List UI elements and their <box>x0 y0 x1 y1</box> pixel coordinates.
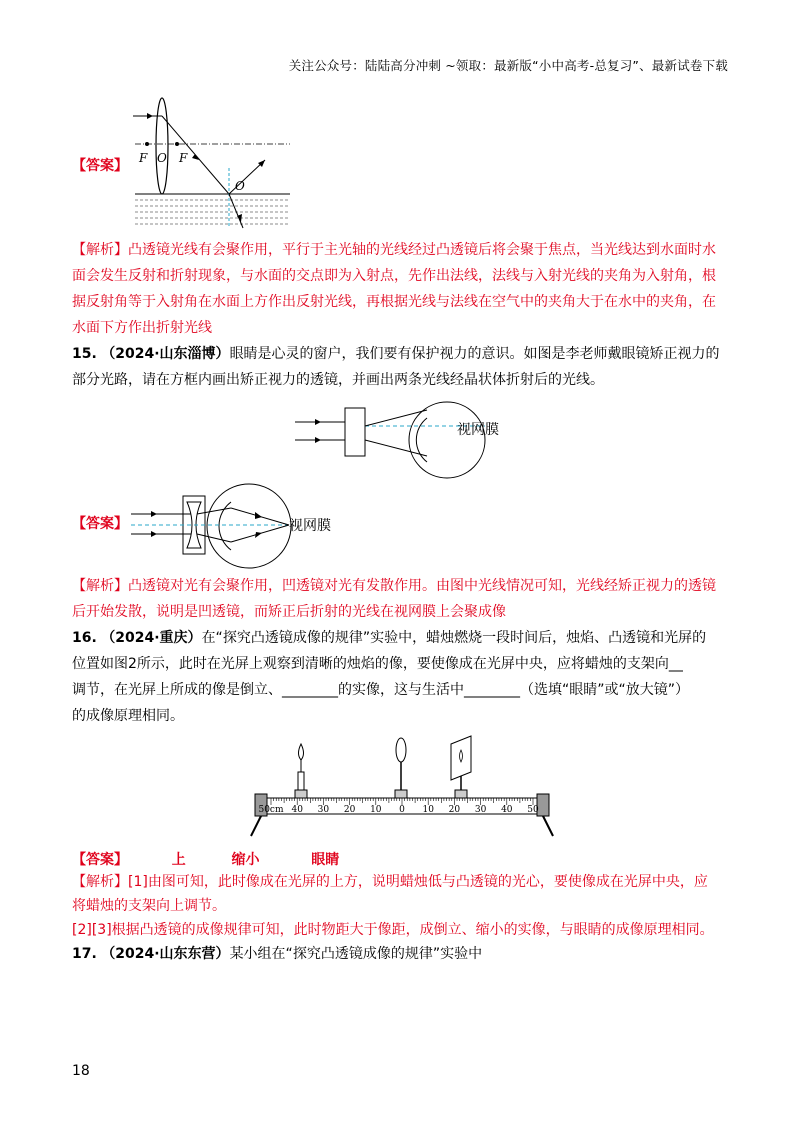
q14-analysis-line: 水面下方作出折射光线 <box>72 320 212 336</box>
ruler-tick-label: 0 <box>399 805 405 815</box>
q14-answer-label: 【答案】 <box>72 158 128 174</box>
ruler-tick-label: 20 <box>448 805 461 815</box>
q16-number: 16. <box>72 630 97 646</box>
ruler-tick-label: 10 <box>422 805 434 815</box>
q16-stem-line-3: 调节，在光屏上所成的像是倒立、________的实像，这与生活中________（选填“眼睛”或“放大镜”） <box>72 682 690 698</box>
q15-analysis-line: 后开始发散，说明是凹透镜，而矫正后折射的光线在视网膜上会聚成像 <box>72 604 506 620</box>
q17-number: 17. <box>72 946 97 962</box>
ruler-tick-label: 10 <box>370 805 382 815</box>
q17-stem-line <box>72 944 732 964</box>
q15-answer-label: 【答案】 <box>72 516 128 532</box>
ruler-tick-label: 50 <box>527 805 539 815</box>
q16-answer-1: 上 <box>171 852 186 868</box>
ruler-tick-label: 40 <box>501 805 513 815</box>
focal-point-label-right: F <box>179 151 188 165</box>
q15-stem-line-1 <box>72 344 732 364</box>
q15-question-diagram <box>285 400 525 490</box>
page-number: 18 <box>72 1063 90 1079</box>
q16-analysis-line: 将蜡烛的支架向上调节。 <box>72 898 226 914</box>
q14-answer-diagram <box>125 92 295 232</box>
q15-retina-label: 视网膜 <box>457 422 499 438</box>
q15-source: （2024·山东淄博） <box>101 346 230 362</box>
q14-analysis-line: 【解析】凸透镜光线有会聚作用，平行于主光轴的光线经过凸透镜后将会聚于焦点，当光线达到水面时水 <box>72 242 716 258</box>
q16-answer-label: 【答案】 <box>72 852 128 868</box>
q16-answer-row <box>72 850 732 870</box>
q16-optical-bench-diagram <box>245 732 565 837</box>
q14-analysis-line: 面会发生反射和折射现象，与水面的交点即为入射点，先作出法线，法线与入射光线的夹角为入射角，根 <box>72 268 716 284</box>
q16-answer-3: 眼睛 <box>311 852 340 868</box>
incidence-point-label: O <box>235 179 245 193</box>
ruler-tick-label: 30 <box>474 805 487 815</box>
focal-point-label-left: F <box>139 151 148 165</box>
q16-source: （2024·重庆） <box>101 630 202 646</box>
optical-center-label: O <box>157 151 167 165</box>
q16-analysis-line: [2][3]根据凸透镜的成像规律可知，此时物距大于像距，成倒立、缩小的实像，与眼睛的成像原理相同。 <box>72 922 714 938</box>
q14-analysis-line: 据反射角等于入射角在水面上方作出反射光线，再根据光线与法线在空气中的夹角大于在水中的夹角，在 <box>72 294 716 310</box>
q15-number: 15. <box>72 346 97 362</box>
ruler-tick-label: 50cm <box>258 805 284 815</box>
ruler-tick-label: 40 <box>291 805 303 815</box>
q17-stem-text: 某小组在“探究凸透镜成像的规律”实验中 <box>229 946 483 962</box>
q15-stem-text: 眼睛是心灵的窗户，我们要有保护视力的意识。如图是李老师戴眼镜矫正视力的 <box>229 346 720 362</box>
ruler-tick-label: 20 <box>343 805 356 815</box>
page-header: 关注公众号：陆陆高分冲刺 ~领取：最新版“小中高考-总复习”、最新试卷下载 <box>288 58 728 73</box>
ruler-tick-label: 30 <box>317 805 330 815</box>
q16-stem-line-4: 的成像原理相同。 <box>72 708 184 724</box>
q16-stem-line-2: 位置如图2所示，此时在光屏上观察到清晰的烛焰的像，要使像成在光屏中央，应将蜡烛的支架向__ <box>72 656 683 672</box>
q15-stem-line-2: 部分光路，请在方框内画出矫正视力的透镜，并画出两条光线经晶状体折射后的光线。 <box>72 372 604 388</box>
q15-answer-retina-label: 视网膜 <box>289 518 331 534</box>
q17-source: （2024·山东东营） <box>101 946 230 962</box>
q16-analysis-line: 【解析】[1]由图可知，此时像成在光屏的上方，说明蜡烛低与凸透镜的光心，要使像成在光屏中央，应 <box>72 874 708 890</box>
q16-stem-text: 在“探究凸透镜成像的规律”实验中，蜡烛燃烧一段时间后，烛焰、凸透镜和光屏的 <box>201 630 707 646</box>
q15-analysis-line: 【解析】凸透镜对光有会聚作用，凹透镜对光有发散作用。由图中光线情况可知，光线经矫正视力的透镜 <box>72 578 716 594</box>
q16-answer-2: 缩小 <box>231 852 260 868</box>
q16-stem-line-1 <box>72 628 732 648</box>
q15-answer-diagram <box>125 482 385 574</box>
